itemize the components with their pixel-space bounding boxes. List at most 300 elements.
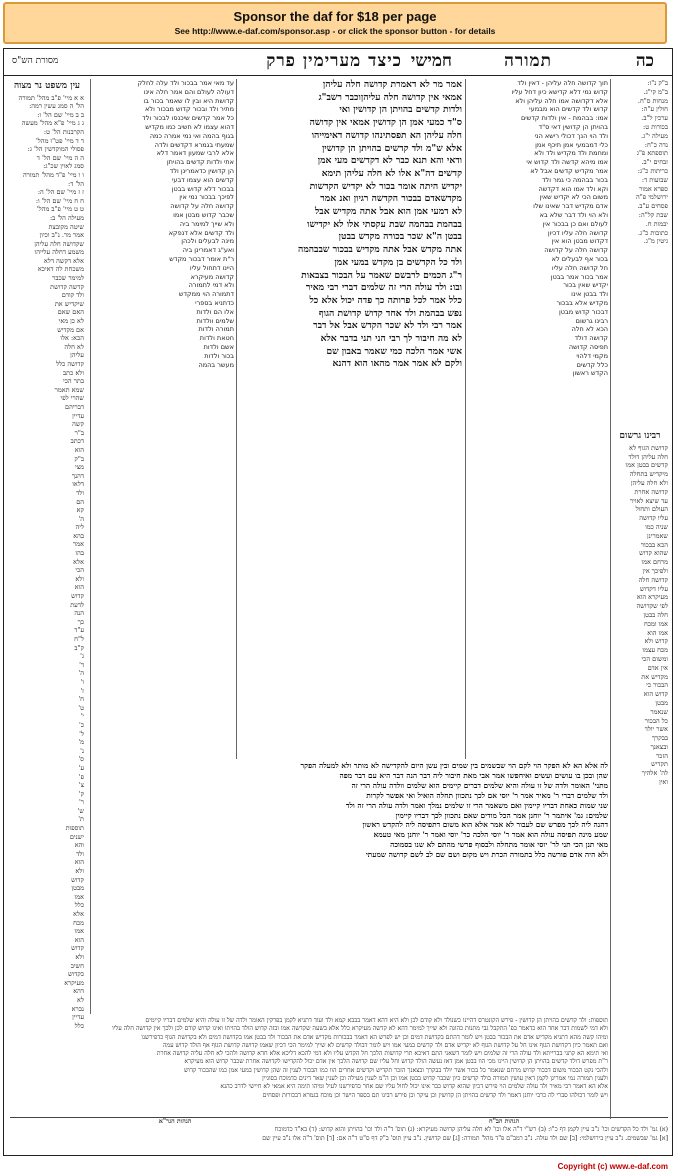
masoret-line: חולין ע"ה:	[641, 105, 668, 114]
gemara-line: אמאי אין קדושה חלה עליהןוכבר רשב"ג	[318, 91, 462, 103]
rashi-line: קדוש נמי דלא קדישא כיון דחל עליו	[511, 87, 608, 96]
rabbeinu-line: הזכר	[656, 751, 668, 760]
rashi-line: אלא דקדושה אמו חלה עליהן ולא	[515, 96, 608, 105]
tosafot-line: מעשר בהמה	[198, 360, 234, 369]
gemara-line: ובו: ולד עולה הרי זה שלמים דברי רבי מאיר	[305, 282, 462, 294]
ein-mishpat-line: עדיין	[72, 1013, 84, 1022]
ein-mishpat-line: כקדוש	[67, 970, 84, 979]
ein-mishpat-line: ח'	[78, 695, 84, 704]
ein-mishpat-line: ר'	[79, 798, 84, 807]
gemara-lower-line: מאי תנן הכי תני לר' יוסי אומר מתחלה ולבסוף פרשי מהתם לא שנו בסמוכה	[390, 840, 608, 850]
ein-mishpat-line: ל"ח	[74, 635, 84, 643]
rabbeinu-line: ובצאנך	[650, 742, 668, 751]
ein-mishpat-line: ט'	[78, 703, 84, 712]
ein-mishpat-line: ו ו מיי' פ"ד מהל' תמורה	[22, 170, 84, 179]
chapter-name: כיצד מערימין פרק	[266, 51, 402, 71]
tosafot-line: בבכור דלא קדוש בבטן	[171, 184, 234, 193]
ein-mishpat-line: ב"ר	[74, 428, 84, 437]
masoret-line: שבועות ד:	[641, 175, 668, 184]
masoret-label: מסורת הש"ס	[12, 56, 59, 66]
gemara-lower-line: שני שמות כאחת דבריו קיימין ואם משאמר הרי זו שלמים נמלך ואמר ולדה עולה הרי זה ולד	[345, 800, 608, 810]
tosafot-column	[94, 79, 234, 839]
ein-mishpat-label: עין משפט נר מצוה	[13, 81, 81, 91]
ein-mishpat-line: לא כן מאי	[58, 317, 84, 326]
ein-mishpat-line: ולא כתב	[63, 368, 84, 377]
ein-mishpat-line: הכא: אלו	[60, 334, 84, 343]
rabbeinu-line: הכא בבכור	[640, 540, 668, 549]
rabbeinu-line: לפי שקדושה	[636, 602, 668, 611]
masoret-line: מנחות ס"ח.	[637, 96, 668, 105]
sponsor-banner[interactable]	[3, 2, 667, 44]
gemara-line: ולד כל הקדשים בן מקדש במעי אמן	[334, 256, 462, 268]
rashi-line: כלי דמבמעי אמן תיכף אמן	[535, 140, 608, 149]
ein-mishpat-line: הוא	[74, 858, 84, 867]
sponsor-subtitle[interactable]: See http://www.e-daf.com/sponsor.asp - or click the sponsor button - for details	[174, 26, 496, 36]
ein-mishpat-line: ע"ד	[74, 626, 84, 635]
ein-mishpat-line: י'	[80, 712, 84, 721]
masoret-line: ערכין ל"ב.	[641, 114, 668, 123]
bottom-note-line: ר"ת מפרש דולד קדשים בהויתן הן קדושין היינו מכי הוו בבטן אמן דאז נעשה הולד קדוש וחל עליו שם קדושה הלכך אין אדם יכול להקדישו לקדושה אחרת שכבר קדוש הוא מעיקרא	[184, 1058, 608, 1066]
ein-mishpat-line: הוא	[74, 583, 84, 592]
ein-mishpat-line: כלל	[74, 901, 84, 910]
masoret-line: נדה כ"ח:	[644, 140, 668, 149]
ein-mishpat-line: ע'	[78, 763, 84, 772]
column-divider	[610, 79, 611, 1119]
ein-mishpat-line: קדשה קדושת	[50, 282, 84, 291]
ein-mishpat-line: ט ט מיי' פ"ב מהל'	[36, 205, 84, 214]
column-divider	[90, 79, 91, 1014]
rabbeinu-line: בבקרך	[651, 734, 668, 743]
rashi-line: חל קדושה חלה עליו	[551, 263, 608, 272]
tosafot-line: דתמורה הוי ממקדש	[178, 290, 234, 299]
ein-mishpat-line: תוספות	[65, 824, 84, 833]
tosafot-line: חטאת ולדות	[199, 334, 234, 343]
chapter-number: חמישי	[410, 51, 452, 71]
gemara-lower-block	[94, 761, 608, 1011]
rabbeinu-line: הבכור כי	[646, 681, 668, 690]
gemara-lower-line: ולד שלמים דברי ר' מאיר אמר ר' יוסי אם לכך נתכוון תחלה הואיל ואי אפשר לקרות	[366, 790, 608, 800]
ein-mishpat-line: דבריהם	[65, 402, 84, 411]
rabbeinu-line: ולא חלה עליהן	[630, 478, 668, 487]
rabbeinu-gershom-column	[612, 429, 668, 809]
rabbeinu-line: שאמרינן	[646, 531, 668, 540]
bottom-commentary	[10, 1017, 608, 1117]
ein-mishpat-line: קדוש	[71, 875, 84, 884]
tosafot-line: דהוא עצמו לא חשיב כמו מקדיש	[145, 122, 234, 131]
tosafot-line: אלו הם ולדות	[196, 307, 234, 316]
ein-mishpat-line: מ'	[78, 738, 84, 747]
ein-mishpat-line: ד'	[79, 660, 84, 669]
rashi-line: קדושה דולד	[574, 334, 608, 343]
masoret-line: פסחים ע"ב.	[637, 202, 668, 211]
ein-mishpat-line: שהרי לפי	[60, 394, 84, 403]
ein-mishpat-line: ג ג מיי' פ"א מהל' מעשה	[21, 119, 84, 128]
ein-mishpat-line: משכחת לה דאיכא	[37, 265, 84, 274]
rabbeinu-line: קדושה אחרת	[634, 487, 668, 496]
tosafot-line: אלא לרבי שמעון דאמר דלא	[156, 149, 234, 158]
column-divider	[465, 79, 466, 759]
ein-mishpat-line: הוא	[74, 445, 84, 454]
ein-mishpat-line: שיטה מקובצת	[48, 222, 84, 231]
rashi-line: קדושה חלה עליו דכיון	[547, 228, 608, 237]
ein-mishpat-line: הנה	[74, 609, 84, 618]
ein-mishpat-line: מצי	[75, 463, 84, 472]
ein-mishpat-line: ש'	[77, 806, 84, 815]
bottom-note-line: ואי תימא הא קתני בברייתא ולד עולה הרי זה שלמים ויש לומר דשאני התם דאיכא תרי קדושות הלכך חל הקדש עליו ולא דמי להכא דליכא אלא חדא קדושה ולהכי לא חלה עליה קדושה אחרת	[156, 1050, 608, 1058]
hagahot-bach-title: הגהות הב"ח	[489, 1118, 520, 1125]
rashi-line: תוך קדושה חלה עליהן - דאין ולד	[517, 79, 608, 87]
rabbeinu-line: עליו דקדוש	[639, 584, 668, 593]
rabbeinu-line: מרחם אמו	[641, 558, 668, 567]
gemara-line: אשי אמר הלכה כמי שאמר באבון שם	[326, 345, 462, 357]
ein-mishpat-line: הל' ה סמג עשין רמה:	[29, 102, 84, 111]
ein-mishpat-line: מעיקרא	[64, 978, 84, 987]
hagahot-line: [א] גמ' שבשמים. נ"ב עיין בירושלמי: [ב] שם ולד עולה. נ"ב רמב"ם פ"ד מהל' תמורה: [ג] שם קדושין. נ"ב עיין תוס' ב"ק דף ס"ט ד"ה אם: [ד] תוס' ד"ה אלו נ"ב עיין שם	[262, 1134, 668, 1142]
ein-mishpat-line: ישנים	[69, 832, 84, 841]
ein-mishpat-line: לדעת	[70, 600, 84, 609]
rabbeinu-line: אין אדם	[647, 663, 668, 672]
talmud-page	[3, 48, 673, 1156]
gemara-line: ס"ד כמעי אמן הן קדושין אמאי אין קדושה	[309, 117, 462, 129]
rashi-line: אמר מקדיש קדשים אבל לא	[530, 166, 608, 175]
rashi-line: ולא הוי ולד דבר שלא בא	[539, 210, 608, 219]
gemara-line: קדשים דה"א אלו לא חלה עליהן תימא	[321, 167, 462, 179]
tosafot-line: קדושה חלה על קדושה	[170, 202, 234, 211]
masoret-line: כריתות כ"ג:	[637, 166, 668, 175]
rashi-line: אמר בכור אמר בבטן	[550, 272, 608, 281]
masoret-line: זבחים י"ב.	[641, 158, 668, 167]
gemara-line: ולדות קדשים בהויתן הן קדושין ואי	[339, 104, 462, 116]
ein-mishpat-line: דהנך	[71, 471, 84, 480]
rashi-line: אמו מיהא קדשה ולד קדוש אי	[526, 158, 608, 167]
tosafot-line: ר"ת אומר דבכור מקדש	[169, 254, 234, 263]
tosafot-line: קדשים הוא עצמו דבעי	[171, 175, 234, 184]
ein-mishpat-line: ולד	[76, 488, 84, 497]
ein-mishpat-line: הכי	[75, 566, 84, 575]
masoret-line: ב"ק נ"ז:	[647, 79, 668, 87]
gemara-line: בבהמת בבהמה שבת עקסתי אלו לא יקדישו	[307, 218, 462, 230]
rabbeinu-line: אמו ומכח	[643, 619, 668, 628]
masoret-line: ספרא אמור	[639, 184, 668, 193]
ein-mishpat-line: ולא	[75, 952, 84, 961]
rabbeinu-line: שנאמר	[650, 707, 668, 716]
rabbeinu-line: חלה בבטן	[643, 610, 668, 619]
rashi-line: מקמי דלהוי	[576, 351, 608, 360]
rashi-line: וקא ולד אמו הוא דקדשה	[538, 184, 608, 193]
masoret-line: תוספתא פ"ג	[636, 149, 668, 158]
ein-mishpat-line: עליהן	[70, 351, 84, 360]
rashi-line: דקדוש מבטן הוא אין	[551, 237, 608, 246]
rashi-line: ומחמת ולד מקדיש ולד ולא	[534, 149, 608, 158]
tosafot-line: אתי ולדות קדשים בהויתן	[166, 158, 234, 167]
ein-mishpat-line: צ'	[78, 781, 84, 790]
rashi-line: משום הכי לא יקדיש שאין	[539, 193, 608, 202]
ein-mishpat-line: ל'	[79, 729, 84, 738]
masoret-line: כתובות כ"ג.	[637, 228, 668, 237]
ein-mishpat-line: אלא דקשה דלא	[44, 256, 84, 265]
bottom-note-line: ומיהו קשה מהא דתניא מקדיש אדם את הבכור בבטן ויש לומר דהתם בקדושת דמים וכן יש לפרש הא דאמר בבכורות מקדיש אדם את הבכור ולד בבטן אמו בקדושת דמים ולא בקדושת הגוף כדפירשנו	[141, 1033, 608, 1041]
sponsor-title[interactable]: Sponsor the daf for $18 per page	[233, 9, 437, 24]
rashi-line: הכא לא חלה	[571, 325, 608, 334]
hagahot-line: (א) גמ' ולד כל הקדשים וכו' נ"ב עיין לקמן דף כ"ו: (ב) רש"י ד"ה אלו וכו' לא חלה עליהן קדושה מעיקרא: (ג) תוס' ד"ה ולד וכו' בהויתן והוא קדוש: (ד) בא"ד כדמוכח	[274, 1126, 668, 1134]
gemara-line: ר"ג הכמים לרבשם שאמר על הבכור בצבאות	[301, 269, 462, 281]
tosafot-line: שכבר קדוש מבטן אמו	[173, 210, 234, 219]
ein-mishpat-line: ק'	[78, 789, 84, 798]
ein-mishpat-line: מבטן	[71, 884, 84, 893]
ein-mishpat-line: ת'	[78, 815, 84, 824]
ein-mishpat-line: ליה	[75, 523, 84, 532]
rabbeinu-line: עד שיצא לאויר	[629, 496, 668, 505]
gemara-column	[240, 79, 462, 759]
rashi-line: מקדיש אלא בבכור	[556, 298, 608, 307]
masoret-line: שבת קל"ה:	[638, 210, 668, 219]
rabbeinu-line: מעיקרא הוא	[636, 593, 668, 602]
copyright-footer[interactable]: Copyright (c) www.e-daf.com	[557, 1162, 668, 1171]
ein-mishpat-line: אמר מר. נ"ב וכיון	[39, 231, 84, 240]
ein-mishpat-line: סמג לאוין שכ"ג:	[43, 162, 84, 171]
tosafot-line: בכור ולדות	[204, 351, 234, 360]
ein-mishpat-line: ה'	[78, 514, 84, 523]
ein-mishpat-line: למימר שכבר	[52, 274, 84, 283]
rabbeinu-line: מיקדיש בתחלה	[629, 470, 668, 479]
rabbeinu-line: מבטן	[655, 698, 668, 707]
gemara-lower-line: דהנה ליה לכך מפרש שם לעבור לא אמר אלא הוא משום דתפיסה ליה להקדש ראשון	[362, 820, 608, 830]
rashi-line: הקדש ראשון	[572, 369, 608, 378]
gemara-lower-line: שמע מינה תפיסה עולה הוא אמר ר' יוסי הלכה כר' יוסי ואמר ר' יוחנן מאי טעמא	[373, 830, 608, 840]
gemara-lower-line: לה אלא הא לא הפקר הוי לקם הוי שבשמים בין שמים ובין עשן היום להקדישה לא מותר ולא למעלה הפקר	[300, 761, 608, 770]
rashi-line: בכור בבהמה כי גמר ולד	[542, 175, 608, 184]
rabbeinu-line: מקדיש את	[641, 672, 668, 681]
ein-mishpat-line: ולא	[75, 574, 84, 583]
ein-mishpat-line: דלאו	[72, 480, 84, 489]
gemara-line: לא דמעי אמן הוא אבל אתה מקדיש אבל	[314, 206, 462, 218]
masoret-hashas-column	[612, 79, 668, 419]
tosafot-line: ולד קדשים אלא דנפקא	[168, 228, 234, 237]
rabbeinu-line: קדושה חלה	[638, 575, 668, 584]
rashi-line: תפיסה קדושה	[568, 342, 608, 351]
tosafot-line: אשם ולדות	[203, 342, 234, 351]
ein-mishpat-line: אמו	[74, 927, 84, 936]
gemara-line: ולקם לא אמר אמר מהאו הוא דהנא	[332, 358, 462, 370]
rabbeinu-line: אשר יולד	[644, 725, 668, 734]
gemara-lower-line: מתני' האומר ולדה של זו עולה והיא שלמים דברים קיימים הוא שלמים וולדה עולה הרי זה	[351, 780, 608, 790]
rashi-line: בכור אף לבעלים לא	[551, 254, 608, 263]
column-divider	[236, 79, 237, 759]
ein-mishpat-line: שקדושה חלה עליהן	[34, 239, 84, 248]
gemara-line: אמר מר לא דאמרת קדושה חלה עליהן	[322, 79, 462, 90]
ein-mishpat-line: ולא	[75, 867, 84, 876]
gemara-line: ודאי והא תנא כבר לא דקדשים מעי אמן	[317, 155, 462, 167]
ein-mishpat-line: חשיב	[70, 961, 84, 970]
ein-mishpat-line: הקרבנות הל' ט:	[43, 127, 84, 136]
rabbeinu-line: העולם ותחול	[635, 505, 668, 514]
rabbeinu-line: ומשום הכי	[641, 654, 668, 663]
rabbeinu-line: חלה עליהן דולד	[628, 452, 668, 461]
bottom-note-line: ואם תאמר כיון דקדושת הגוף אינו חל על קדושת הגוף לא יקדיש אדם ולד קדשים במעי אמו ויש לומר דבולד קדשים לא שייך למימר הכי דכיון שאמו קדושה קדושת הגוף אף הולד קדוש עמה	[162, 1041, 608, 1049]
ein-mishpat-line: ז'	[80, 686, 84, 695]
rabbeinu-line: תקדיש	[651, 760, 668, 769]
rabbeinu-line: קדשים בבטן אמו	[625, 461, 668, 470]
ein-mishpat-line: קדושה כלל	[56, 360, 84, 368]
masoret-line: מעילה י"ג.	[641, 131, 668, 140]
rashi-line: קדוש ולד קדשים הוא מבמעי	[529, 105, 608, 114]
tosafot-line: כל אמר קדשים שיכנסו לבכור ולד	[142, 114, 234, 123]
bottom-note-line: ולהכי נקט הבכור משום דבכור קדוש מרחם שנאמר כל בכור אשר יולד בבקרך ובצאנך הזכר תקדיש וקדשים אחרים הוו כמו הבכור לענין זה שהן קדושין במעי אמן כמו שהבכור קדוש	[184, 1066, 608, 1074]
ein-mishpat-line: אמר	[73, 540, 84, 549]
ein-mishpat-line: ולד	[76, 849, 84, 858]
ein-mishpat-line: לא	[77, 995, 84, 1004]
ein-mishpat-line: ד ד מיי' פט"ו מהל'	[36, 136, 84, 145]
ein-mishpat-line: משמע דחלה עלייהו	[34, 248, 84, 257]
ein-mishpat-line: כלל	[74, 1021, 84, 1030]
rabbeinu-line: ואין	[659, 778, 668, 787]
rabbeinu-line: קדוש הוא	[643, 690, 668, 699]
page-header	[4, 49, 672, 76]
masoret-line: ב"מ קי"ג.	[643, 87, 668, 96]
ein-mishpat-line: כ'	[79, 720, 84, 729]
gemara-line: אמר רבי ולד לא שכר הקדש אבל אל דבר	[313, 320, 462, 332]
masoret-line: יבמות ח.	[645, 219, 668, 228]
rabbeinu-title: רבינו גרשום	[619, 431, 661, 441]
masoret-line: גיטין מ"ג.	[643, 237, 668, 246]
ein-mishpat-line: נברא	[71, 1004, 84, 1013]
gemara-line: יקדיש היתה אומר בכור לא יקדיש הקדשות	[309, 180, 462, 192]
tosafot-line: הן קדושין כדאמרינן ולד	[169, 166, 234, 175]
ein-mishpat-line: פסולי המוקדשין הל' ג:	[27, 145, 84, 154]
ein-mishpat-line: ולד קודם	[61, 291, 84, 300]
ein-mishpat-line: מעילה הל' ב:	[49, 213, 84, 222]
tosafot-line: דעולה לעולם והם אמר חלה אינו	[143, 87, 234, 96]
gemara-line: חלה עליהן הא תפסתינהו קדושה דאימייהו	[311, 129, 462, 141]
rashi-line: ולד בבטן אינו	[571, 290, 608, 299]
ein-mishpat-line: הוא	[74, 935, 84, 944]
ein-mishpat-line: אם מקדיש	[57, 325, 84, 334]
rabbeinu-line: ולפיכך אין	[642, 566, 668, 575]
gemara-line: אלא ש"מ ולד קדשים בהויתן הן קדושין	[321, 142, 462, 154]
rabbeinu-line: לה' אלהיך	[641, 769, 668, 778]
ein-mishpat-line: אלא	[73, 910, 84, 918]
ein-mishpat-line: אמו	[74, 892, 84, 901]
gemara-line: נפש בבהמת ולד אחד קדוש קדושת הגוף	[318, 307, 462, 319]
rabbeinu-line: שניה כמו	[645, 522, 668, 531]
rashi-line: דבכור קדוש מבטן	[558, 307, 608, 316]
rashi-column	[468, 79, 608, 839]
ein-mishpat-line: דהא	[73, 987, 84, 996]
bottom-note-line: תוספות: ולד קדשים בהויתן הן קדושין - פירש הקונטרס דהיינו כשנולד ולא קודם לכן ולא היא דהא דאמר בבבא קמא ולד ועוד דתניא לקמן בפרקין האומר ולדה של זו עולה והיא שלמים דבריו קיימים	[145, 1017, 608, 1024]
hagahot-section	[10, 1117, 668, 1152]
ein-mishpat-line: א א מיי' פ"ב מהל' תמורה	[18, 93, 84, 102]
rabbeinu-line: כל הבכור	[644, 716, 668, 725]
rabbeinu-line: אמו הוא	[647, 628, 668, 637]
gemara-line: לא מה חיבור לך רבי הני תני בדבר אלא	[320, 333, 462, 345]
bottom-note-line: ויש לומר דכולהו סברי לה כרבי יוחנן דאמר ולד קדשים בהויתן הן קדושין וכן עיקר וכן פירש רבינו תם בספר הישר וכן מוכח בגמרא דבכורות ופסחים	[262, 1091, 608, 1099]
ein-mishpat-line: שמא תאמר	[54, 385, 84, 394]
ein-mishpat-line: ב ב מיי' שם הל' ו:	[37, 110, 84, 119]
ein-mishpat-line: ז ז מיי' שם הל' ה:	[37, 188, 84, 197]
gemara-line: כלל אמר לכל פרותה כך פדה יכול אלא כל	[309, 294, 462, 306]
tosafot-line: שלמים וולדות	[196, 316, 234, 325]
tosafot-line: מינה לבעלים ולכהן	[181, 237, 234, 246]
ein-mishpat-line: עדיין	[72, 411, 84, 420]
tosafot-line: היינו דתחול עליו	[189, 263, 234, 272]
rabbeinu-line: עליו קדושה	[639, 514, 668, 523]
tosafot-line: בגוף בהמה ואי נמי אמרה כמה	[149, 131, 234, 140]
ein-mishpat-line: והא	[74, 841, 84, 850]
rabbeinu-line: קדוש ולא	[644, 637, 668, 646]
rashi-line: אדם מקדיש דבר שאינו שלו	[533, 202, 608, 211]
tosafot-line: קדושת היא ובין לו שאמר בכור בו	[143, 96, 234, 105]
ein-mishpat-line: קשה	[72, 420, 84, 429]
ein-mishpat-line: קדוש	[71, 592, 84, 601]
gemara-line: אתה מקדש אבל אתה מקדיש בבכור שבבהמה	[298, 244, 462, 256]
gemara-lower-line: שלמים: גמ' איתמר ר' יוחנן אמר הכל מודים שאם נתכוון לכך דבריו קיימין	[395, 810, 608, 820]
tosafot-line: תמורה ולדות	[198, 325, 234, 334]
ein-mishpat-line: אלא	[73, 557, 84, 566]
gemara-line: מקדשאדם בבכור הקדשה רגיון ואנ אמר	[320, 193, 462, 205]
ein-mishpat-line: לא חלה	[64, 342, 84, 351]
hagahot-gra-title: הגהות הגר"א	[158, 1118, 192, 1125]
masoret-line: ירושלמי פ"ה	[636, 193, 668, 202]
ein-mishpat-line: ג'	[80, 652, 84, 661]
tosafot-line: קדושה מעיקרא	[190, 272, 234, 281]
ein-mishpat-line: קא	[76, 506, 84, 515]
ein-mishpat-line: קדוש	[71, 944, 84, 953]
ein-mishpat-line: ה ה מיי' שם הל' ד	[36, 153, 84, 162]
tosafot-line: ואע"ג דאמרינן ביה	[182, 246, 234, 255]
rashi-line: כלל קדשים	[576, 360, 608, 369]
tosafot-line: ולא שייך למימר ביה	[179, 219, 234, 228]
ein-mishpat-line: ו'	[80, 677, 84, 686]
ein-mishpat-line: הל' ד:	[68, 179, 84, 188]
tosafot-line: שמעתי בגמרא דקדשים ולדה	[154, 140, 234, 149]
ein-mishpat-line: ק"ב	[74, 643, 84, 652]
rashi-line: לעולם ואם כן בבכור אין	[542, 219, 608, 228]
tosafot-line: כדתניא בספרי	[195, 298, 234, 307]
rabbeinu-line: קדושת הגוף לא	[629, 443, 668, 452]
bottom-note-line: ולא דמי לשמות דבר אחד הוא כדאמר בפ' התקבל גבי מתנות כהונה ולא שייך למימר דהא לא קדשה מעיקרא כלל אלא בשעה שקדשה אמו ובזה קדוש הולד בהויתו ואינו קדוש קודם לכן ולכך אין קדושה חלה עליו	[112, 1025, 608, 1033]
ein-mishpat-line: פ'	[78, 772, 84, 781]
rashi-line: אמו: בבהמת - אין ולדות קדשים	[520, 114, 608, 123]
page-number: כה	[635, 51, 654, 71]
bottom-note-line: אלא הא דאמר רבי מאיר ולד עולה שלמים הוי פירש דכיון שהוא קדוש כבר אינו יכול לחול עליו שם אחר כדפירשנו לעיל ומיהו תימה היא אמאי לא חיישי לדרב כהנא	[220, 1083, 608, 1091]
tosafot-line: ולא דמי לתמורה	[188, 281, 234, 290]
rashi-line: בהויתן הן קדושין דאי ס"ד	[538, 122, 608, 131]
rabbeinu-line: שהוא קדוש	[639, 549, 668, 558]
ein-mishpat-line: האם שאם	[57, 308, 84, 317]
ein-mishpat-line: כך	[77, 617, 84, 626]
rashi-line: יקדיש שאין בכור	[563, 281, 608, 290]
ein-mishpat-line: ח ח מיי' שם הל' ו:	[35, 196, 84, 205]
gemara-lower-line: ולא היה אדם פורשה כלל בתמורה הכרת ויש מקום ושם שם לב לשם קדושה שמעתי	[365, 850, 608, 860]
gemara-line: בבטן ה"א שכר בכורה מקדש בבטן	[338, 231, 462, 243]
ein-mishpat-line: ב"ק	[74, 454, 84, 463]
ein-mishpat-column	[10, 79, 84, 1139]
ein-mishpat-line: ס'	[78, 755, 84, 764]
masoret-line: בכורות ט:	[643, 122, 668, 131]
ein-mishpat-line: שיקדיש את	[54, 299, 84, 308]
ein-mishpat-line: ה'	[78, 669, 84, 678]
tosafot-line: מתיר ולד ובכור קדוש מבכור ולא	[145, 105, 234, 114]
bottom-note-line: ולענין תמורה נמי אמרינן לקמן דאין עושין תמורה בולד קדשים כיון שכבר קדוש בבטן אמו וכן ה"מ לענין מעילה וכן לענין שאר דינים כדמוכח בסוגיין	[262, 1075, 608, 1083]
rabbeinu-line: מכח עצמו	[642, 646, 668, 655]
ein-mishpat-line: דכתב	[70, 437, 84, 446]
gemara-lower-line: שהן ובכן בו עושים ועשים ואיחפשו אמר אבי מאת חיבור ליה דבר הנה דבר היא עם דבר מפה	[339, 770, 608, 780]
ein-mishpat-line: נ'	[80, 746, 84, 755]
tosafot-line: לפיכך בבכור נמי אין	[179, 193, 234, 202]
rashi-line: קדושה חלה על קדושה	[544, 246, 608, 255]
tosafot-line: עד מאי אמר בבכור ולד עלה לחלק	[137, 79, 234, 87]
ein-mishpat-line: מכח	[73, 918, 84, 927]
